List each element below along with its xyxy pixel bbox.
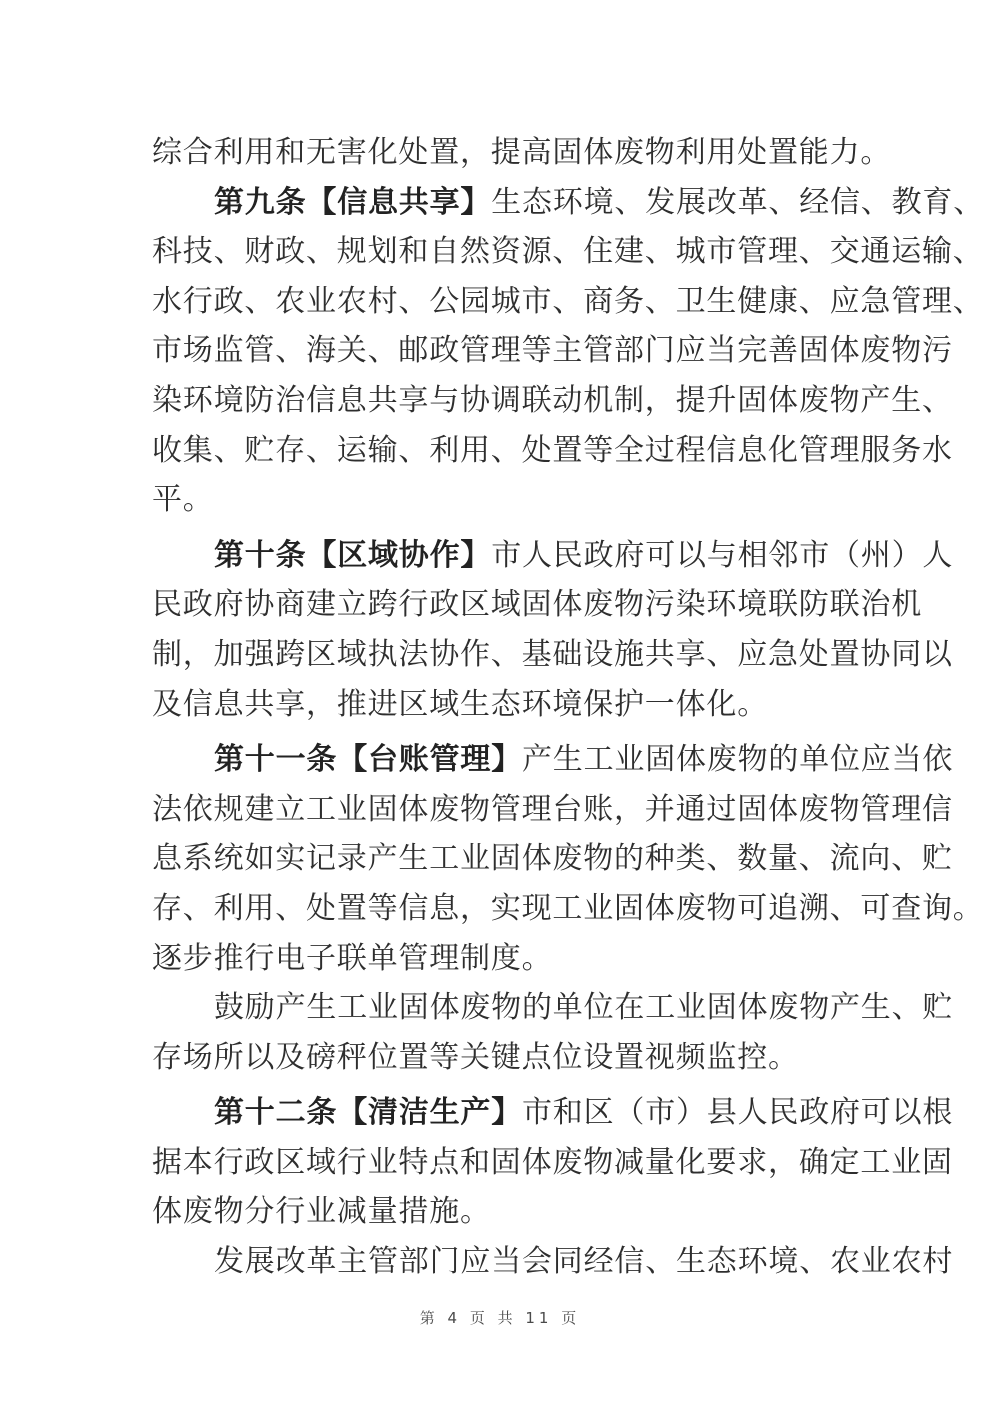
text-line-content: 民政府协商建立跨行政区域固体废物污染环境联防联治机 [152,587,922,623]
text-line [152,1138,953,1188]
text-line [152,785,953,835]
text-line-content: 产生工业固体废物的单位应当依 [522,742,954,778]
text-line-content: 法依规建立工业固体废物管理台账，并通过固体废物管理信 [152,791,953,827]
text-line [152,128,892,178]
text-line-content: 息系统如实记录产生工业固体废物的种类、数量、流向、贮 [152,841,953,877]
text-line-content: 及信息共享，推进区域生态环境保护一体化。 [152,686,768,722]
text-line-content: 制，加强跨区域执法协作、基础设施共享、应急处置协同以 [152,636,953,672]
text-line [152,680,868,730]
text-line [152,227,984,277]
text-line [152,884,984,934]
text-line [152,983,954,1033]
text-line-content: 市场监管、海关、邮政管理等主管部门应当完善固体废物污 [152,333,953,369]
text-line [152,1237,954,1287]
text-line [152,1088,954,1138]
document-body [152,128,985,1287]
article-heading: 第十二条【清洁生产】 [214,1095,522,1131]
text-line [152,531,954,581]
text-line [152,1187,868,1237]
text-line-content: 体废物分行业减量措施。 [152,1194,491,1230]
text-line-content: 逐步推行电子联单管理制度。 [152,940,553,976]
article-heading: 第十一条【台账管理】 [214,742,522,778]
text-line [152,834,953,884]
text-line-content: 存场所以及磅秤位置等关键点位设置视频监控。 [152,1039,799,1075]
text-line-content: 科技、财政、规划和自然资源、住建、城市管理、交通运输、 [152,234,984,270]
text-line-content: 综合利用和无害化处置，提高固体废物利用处置能力。 [152,135,892,170]
text-line [152,475,868,525]
text-line-content: 市人民政府可以与相邻市（州）人 [491,537,954,573]
text-line [152,426,953,476]
text-line-content: 市和区（市）县人民政府可以根 [522,1095,954,1131]
text-line [152,277,984,327]
text-line-content: 平。 [152,482,214,518]
text-line-content: 发展改革主管部门应当会同经信、生态环境、农业农村 [214,1244,954,1280]
text-line [152,326,953,376]
text-line-content: 据本行政区域行业特点和固体废物减量化要求，确定工业固 [152,1144,953,1180]
text-line-content: 生态环境、发展改革、经信、教育、 [491,184,985,220]
text-line-content: 存、利用、处置等信息，实现工业固体废物可追溯、可查询。 [152,890,984,926]
page-number [0,1303,1000,1333]
text-line-content: 水行政、农业农村、公园城市、商务、卫生健康、应急管理、 [152,283,984,319]
text-line [152,630,953,680]
text-line [152,178,985,228]
text-line [152,376,953,426]
text-line-content: 染环境防治信息共享与协调联动机制，提升固体废物产生、 [152,382,953,418]
text-line-content: 收集、贮存、运输、利用、处置等全过程信息化管理服务水 [152,432,953,468]
text-line [152,934,868,984]
text-line [152,1033,868,1083]
article-heading: 第十条【区域协作】 [214,537,492,573]
text-line [152,735,954,785]
article-heading: 第九条【信息共享】 [214,184,492,220]
text-line [152,580,922,630]
text-line-content: 鼓励产生工业固体废物的单位在工业固体废物产生、贮 [214,990,954,1026]
page-number-label: 第 4 页 共 11 页 [419,1309,581,1327]
